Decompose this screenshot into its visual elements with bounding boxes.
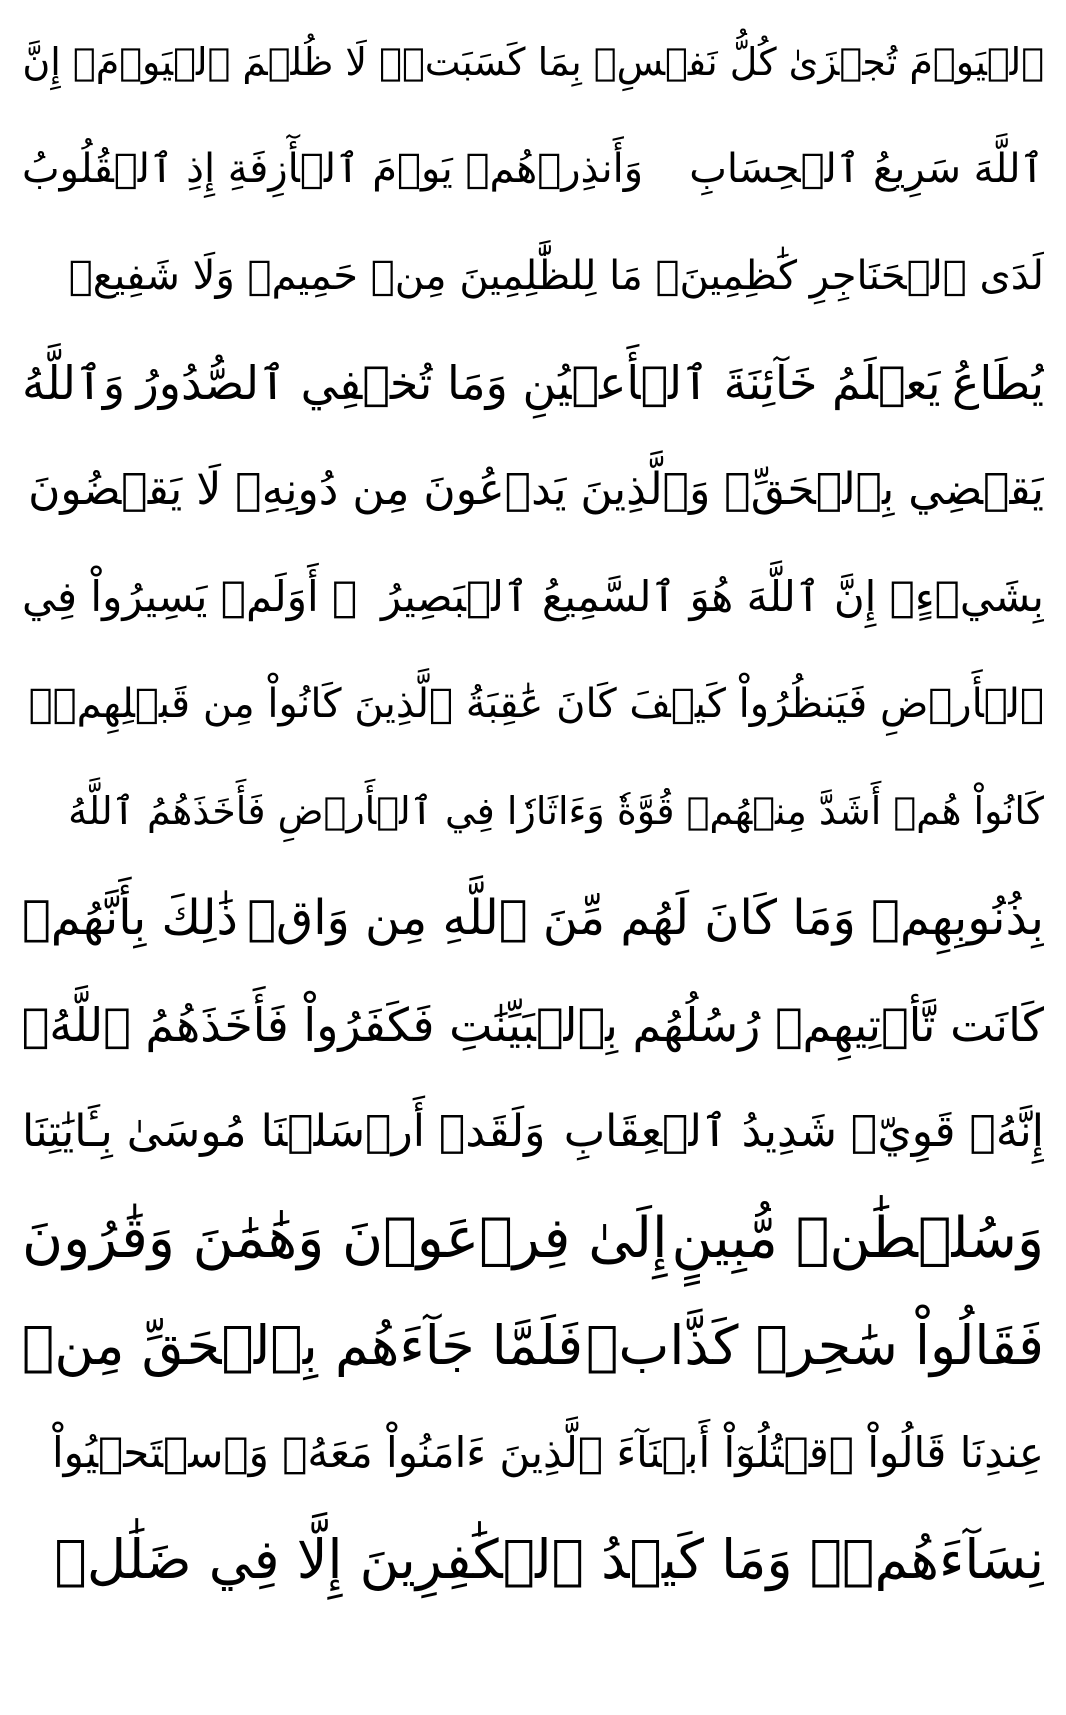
text-line-11 <box>22 1078 1044 1185</box>
text-line-7 <box>22 650 1044 757</box>
text-segment: إِنَّهُۥ قَوِيّٞ شَدِيدُ ٱلۡعِقَابِ <box>563 1105 1044 1157</box>
text-segment: لَدَى ٱلۡحَنَاجِرِ كَٰظِمِينَۚ مَا لِلظَّٰلِمِينَ مِنۡ حَمِيمٖ وَلَا شَفِيعٖ <box>68 252 1044 299</box>
text-segment: ۞ أَوَلَمۡ يَسِيرُواْ فِي <box>22 571 358 621</box>
text-line-5 <box>22 436 1044 543</box>
text-segment: ذَٰلِكَ بِأَنَّهُمۡ <box>22 889 238 946</box>
text-segment: وَلَقَدۡ أَرۡسَلۡنَا مُوسَىٰ بِـَٔايَٰتِنَا <box>22 1105 546 1157</box>
text-segment: فَقَالُواْ سَٰحِرٞ كَذَّابٞ <box>586 1313 1044 1377</box>
text-line-9 <box>22 864 1044 971</box>
text-segment: وَسُلۡطَٰنٖ مُّبِينٍ <box>671 1205 1044 1271</box>
text-segment: إِلَىٰ فِرۡعَوۡنَ وَهَٰمَٰنَ وَقَٰرُونَ <box>22 1205 668 1271</box>
text-line-12 <box>22 1185 1044 1292</box>
text-segment: يَعۡلَمُ خَآئِنَةَ ٱلۡأَعۡيُنِ وَمَا تُخۡفِي ٱلصُّدُورُ <box>136 355 941 410</box>
text-line-8 <box>22 757 1044 864</box>
text-segment: يَقۡضِي بِٱلۡحَقِّۖ وَٱلَّذِينَ يَدۡعُونَ مِن دُونِهِۦ لَا يَقۡضُونَ <box>28 463 1044 515</box>
text-segment: ٱلۡيَوۡمَ تُجۡزَىٰ كُلُّ نَفۡسِۭ بِمَا كَسَبَتۡۚ لَا ظُلۡمَ ٱلۡيَوۡمَۚ إِنَّ <box>22 39 1044 84</box>
text-segment: ٱللَّهَ سَرِيعُ ٱلۡحِسَابِ <box>689 145 1044 192</box>
text-segment: نِسَآءَهُمۡۚ وَمَا كَيۡدُ ٱلۡكَٰفِرِينَ إِلَّا فِي ضَلَٰلٖ <box>54 1527 1044 1591</box>
text-segment: ٱلۡأَرۡضِ فَيَنظُرُواْ كَيۡفَ كَانَ عَٰقِبَةُ ٱلَّذِينَ كَانُواْ مِن قَبۡلِهِمۡۚ <box>28 680 1044 727</box>
text-segment: وَأَنذِرۡهُمۡ يَوۡمَ ٱلۡأٓزِفَةِ إِذِ ٱلۡقُلُوبُ <box>22 145 644 192</box>
text-line-10 <box>22 971 1044 1078</box>
text-segment: كَانُواْ هُمۡ أَشَدَّ مِنۡهُمۡ قُوَّةٗ وَءَاثَارٗا فِي ٱلۡأَرۡضِ فَأَخَذَهُمُ ٱللَّهُ <box>68 788 1044 833</box>
text-segment: بِشَيۡءٍۗ إِنَّ ٱللَّهَ هُوَ ٱلسَّمِيعُ ٱلۡبَصِيرُ <box>381 571 1044 621</box>
text-segment: يُطَاعُ <box>952 355 1044 410</box>
text-line-14 <box>22 1399 1044 1506</box>
text-segment: فَلَمَّا جَآءَهُم بِٱلۡحَقِّ مِنۡ <box>22 1313 584 1377</box>
text-line-15 <box>22 1506 1044 1613</box>
text-line-4 <box>22 329 1044 436</box>
text-segment: وَٱللَّهُ <box>22 355 126 410</box>
text-segment: عِندِنَا قَالُواْ ٱقۡتُلُوٓاْ أَبۡنَآءَ ٱلَّذِينَ ءَامَنُواْ مَعَهُۥ وَٱسۡتَحۡيُواْ <box>51 1427 1044 1477</box>
text-line-6 <box>22 543 1044 650</box>
text-segment: بِذُنُوبِهِمۡ وَمَا كَانَ لَهُم مِّنَ ٱللَّهِ مِن وَاقٖ <box>247 889 1044 946</box>
text-line-2 <box>22 115 1044 222</box>
text-segment: كَانَت تَّأۡتِيهِمۡ رُسُلُهُم بِٱلۡبَيِّنَٰتِ فَكَفَرُواْ فَأَخَذَهُمُ ٱللَّهُۚ <box>22 997 1044 1052</box>
text-line-3 <box>22 222 1044 329</box>
text-line-13 <box>22 1292 1044 1399</box>
text-line-1 <box>22 8 1044 115</box>
